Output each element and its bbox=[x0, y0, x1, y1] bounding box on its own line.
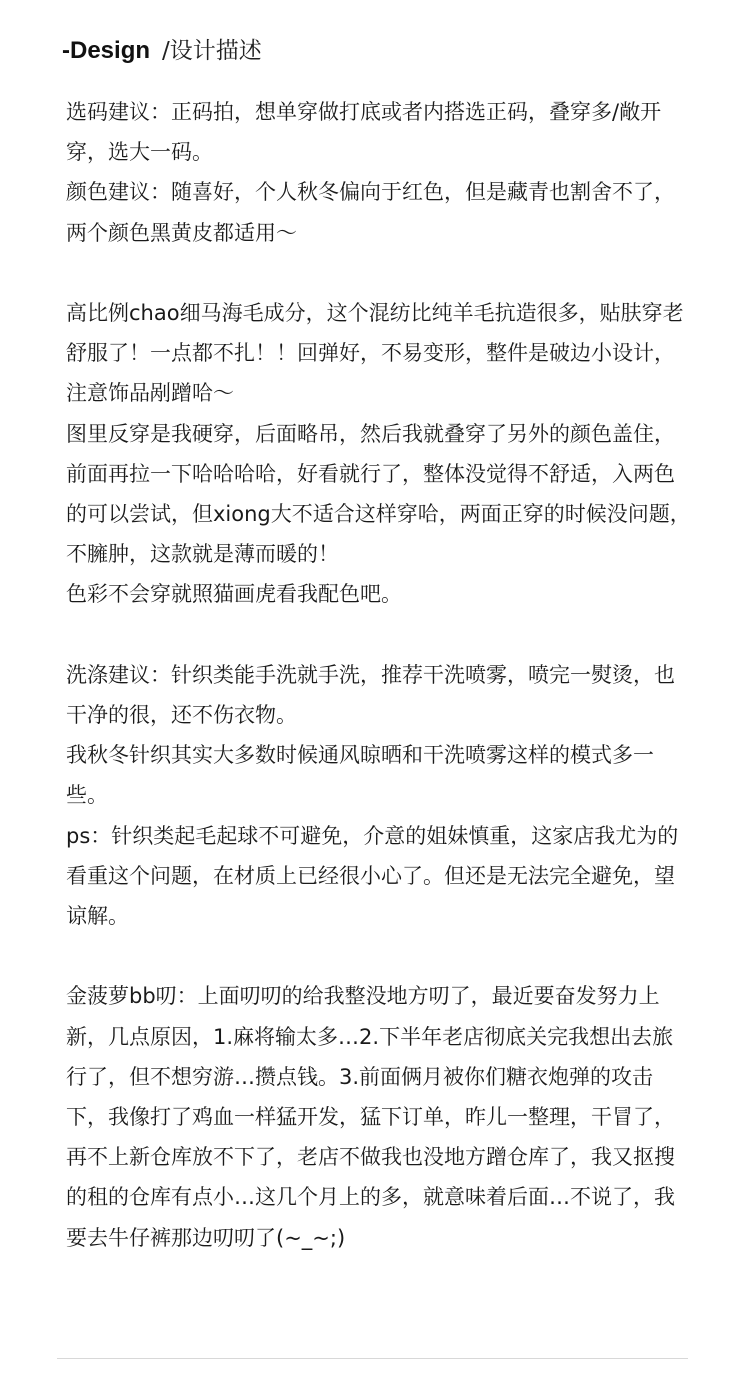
material-description: 高比例chao细马海毛成分，这个混纺比纯羊毛抗造很多，贴肤穿老舒服了！一点都不扎！！回弹好，不易变形，整件是破边小设计，注意饰品剐蹭哈～ bbox=[66, 301, 684, 406]
pilling-note: ps：针织类起毛起球不可避免，介意的姐妹慎重，这家店我尤为的看重这个问题，在材质上已经很小心了。但还是无法完全避免，望谅解。 bbox=[66, 823, 679, 929]
color-matching-note: 色彩不会穿就照猫画虎看我配色吧。 bbox=[66, 582, 402, 607]
paragraph-gap bbox=[66, 936, 691, 976]
paragraph-gap bbox=[66, 615, 691, 655]
description-body bbox=[66, 92, 691, 1258]
shop-owner-note: 金菠萝bb叨：上面叨叨的给我整没地方叨了，最近要奋发努力上新，几点原因，1.麻将输太多…2.下半年老店彻底关完我想出去旅行了，但不想穷游…攒点钱。3.前面俩月被你们糖衣炮弹的攻击下，我像打了鸡血一样猛开发，猛下订单，昨儿一整理，干冒了，再不上新仓库放不下了，老店不做我也没地方蹭仓库了，我又抠搜的租的仓库有点小…这几个月上的多，就意味着后面…不说了，我要去牛仔裤那边叨叨了(~_~;) bbox=[66, 984, 675, 1250]
bottom-divider bbox=[57, 1358, 688, 1359]
color-advice: 颜色建议：随喜好，个人秋冬偏向于红色，但是藏青也割舍不了，两个颜色黑黄皮都适用～ bbox=[66, 180, 675, 245]
section-header bbox=[62, 32, 262, 72]
styling-description: 图里反穿是我硬穿，后面略吊，然后我就叠穿了另外的颜色盖住，前面再拉一下哈哈哈哈，好看就行了，整体没觉得不舒适，入两色的可以尝试，但xiong大不适合这样穿哈，两面正穿的时候没问题，不臃肿，这款就是薄而暖的！ bbox=[66, 421, 691, 567]
header-title-cn: /设计描述 bbox=[162, 38, 262, 64]
paragraph-gap bbox=[66, 253, 691, 293]
washing-advice: 洗涤建议：针织类能手洗就手洗，推荐干洗喷雾，喷完一熨烫，也干净的很，还不伤衣物。 bbox=[66, 662, 675, 728]
care-habits: 我秋冬针织其实大多数时候通风晾晒和干洗喷雾这样的模式多一些。 bbox=[66, 743, 654, 808]
header-title-en: -Design bbox=[62, 37, 151, 64]
size-advice: 选码建议：正码拍，想单穿做打底或者内搭选正码，叠穿多/敞开穿，选大一码。 bbox=[66, 100, 662, 165]
